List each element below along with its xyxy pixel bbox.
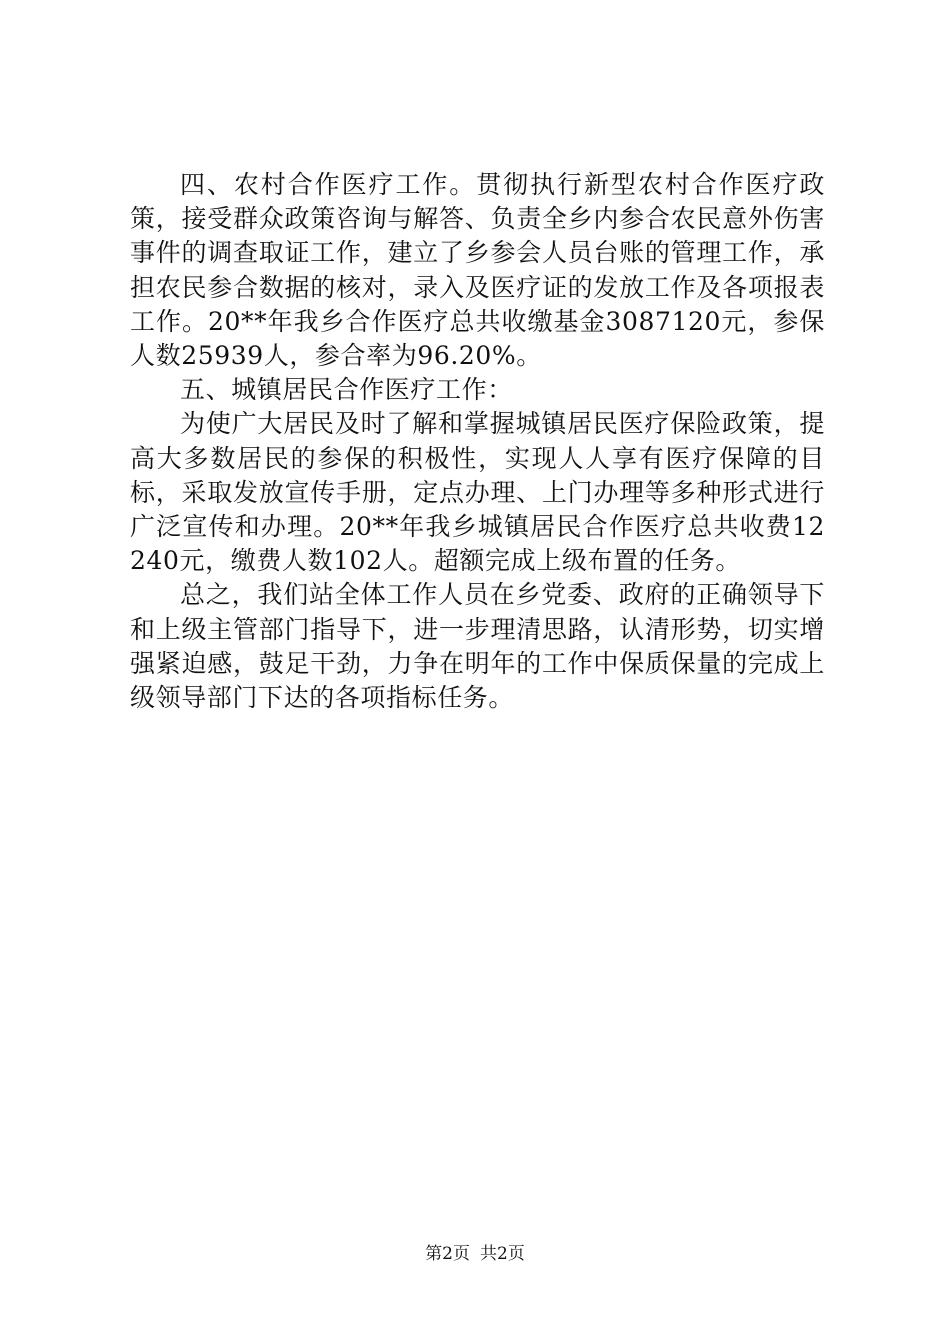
page-footer bbox=[0, 1244, 950, 1264]
page-number-total: 共2页 bbox=[480, 1244, 525, 1264]
paragraph-urban-medical: 为使广大居民及时了解和掌握城镇居民医疗保险政策，提高大多数居民的参保的积极性，实现人人享有医疗保障的目标，采取发放宣传手册，定点办理、上门办理等多种形式进行广泛宣传和办理。20**年我乡城镇居民合作医疗总共收费12240元，缴费人数102人。超额完成上级布置的任务。 bbox=[130, 409, 825, 576]
page-number-current: 第2页 bbox=[425, 1244, 470, 1264]
document-body bbox=[130, 168, 825, 715]
paragraph-rural-medical: 四、农村合作医疗工作。贯彻执行新型农村合作医疗政策，接受群众政策咨询与解答、负责全乡内参合农民意外伤害事件的调查取证工作，建立了乡参会人员台账的管理工作，承担农民参合数据的核对，录入及医疗证的发放工作及各项报表工作。20**年我乡合作医疗总共收缴基金3087120元，参保人数25939人，参合率为96.20%。 bbox=[130, 170, 825, 371]
paragraph-urban-heading: 五、城镇居民合作医疗工作： bbox=[180, 375, 513, 405]
paragraph-summary: 总之，我们站全体工作人员在乡党委、政府的正确领导下和上级主管部门指导下，进一步理清思路，认清形势，切实增强紧迫感，鼓足干劲，力争在明年的工作中保质保量的完成上级领导部门下达的各项指标任务。 bbox=[130, 580, 825, 713]
